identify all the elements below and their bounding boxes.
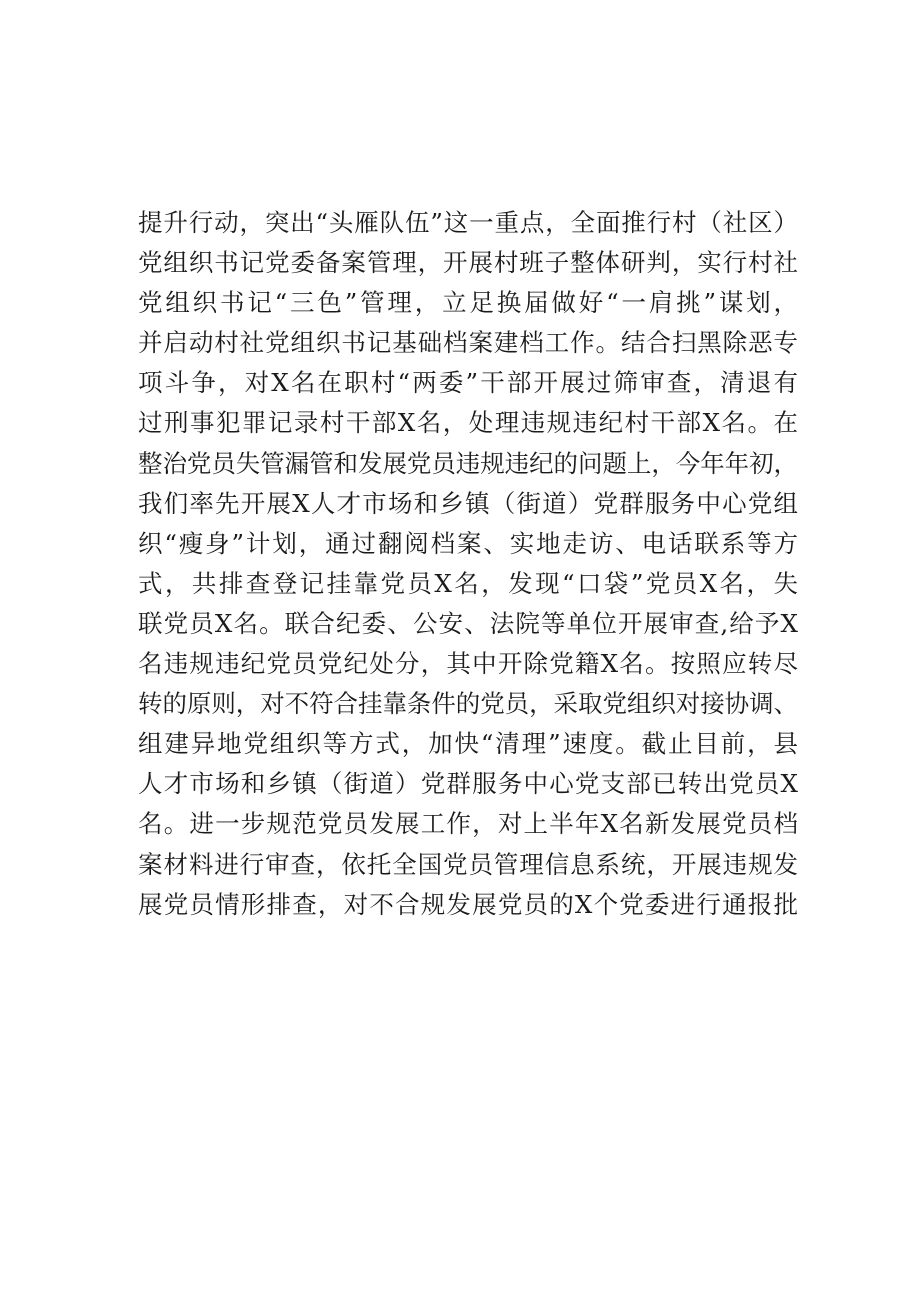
text-line: 整治党员失管漏管和发展党员违规违纪的问题上，今年年初， [138,448,798,478]
text-line: 案材料进行审查，依托全国党员管理信息系统，开展违规发 [138,849,798,879]
text-line: 并启动村社党组织书记基础档案建档工作。结合扫黑除恶专 [138,328,798,358]
text-line: 项斗争，对X名在职村“两委”干部开展过筛审查，清退有 [138,368,798,398]
text-line: 转的原则，对不符合挂靠条件的党员，采取党组织对接协调、 [138,689,798,719]
text-line: 党组织书记“三色”管理，立足换届做好“一肩挑”谋划， [138,288,798,318]
text-line: 名违规违纪党员党纪处分，其中开除党籍X名。按照应转尽 [138,649,798,679]
text-line: 名。进一步规范党员发展工作，对上半年X名新发展党员档 [138,809,798,839]
text-line: 人才市场和乡镇（街道）党群服务中心党支部已转出党员X [138,769,798,799]
text-line: 提升行动，突出“头雁队伍”这一重点，全面推行村（社区） [138,208,798,237]
text-line: 式，共排查登记挂靠党员X名，发现“口袋”党员X名，失 [138,568,798,598]
text-line: 过刑事犯罪记录村干部X名，处理违规违纪村干部X名。在 [138,408,798,438]
text-line: 织“瘦身”计划，通过翻阅档案、实地走访、电话联系等方 [138,528,798,558]
body-text [138,203,798,925]
text-line: 我们率先开展X人才市场和乡镇（街道）党群服务中心党组 [138,488,798,518]
text-line: 党组织书记党委备案管理，开展村班子整体研判，实行村社 [138,248,798,278]
text-line: 组建异地党组织等方式，加快“清理”速度。截止目前，县 [138,729,798,759]
text-line: 展党员情形排查，对不合规发展党员的X个党委进行通报批 [138,889,798,919]
text-line: 联党员X名。联合纪委、公安、法院等单位开展审查,给予X [138,608,798,638]
